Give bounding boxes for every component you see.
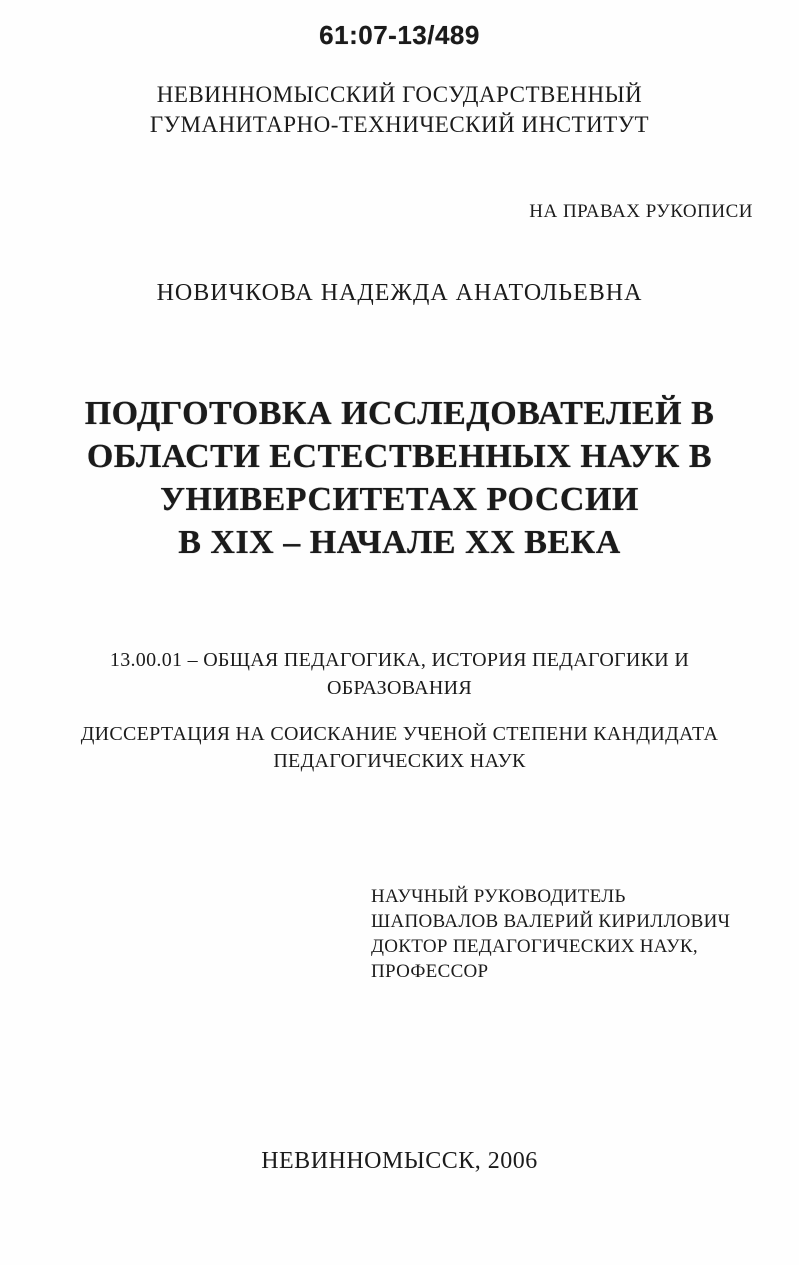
degree-line-1: ДИССЕРТАЦИЯ НА СОИСКАНИЕ УЧЕНОЙ СТЕПЕНИ КАНДИДАТА [80, 723, 719, 745]
title-line-1: ПОДГОТОВКА ИССЛЕДОВАТЕЛЕЙ В [84, 395, 715, 432]
specialty-line-1: 13.00.01 – ОБЩАЯ ПЕДАГОГИКА, ИСТОРИЯ ПЕДАГОГИКИ И [109, 649, 690, 671]
degree-statement [0, 721, 799, 775]
dissertation-title [0, 392, 799, 564]
supervisor-degree: ДОКТОР ПЕДАГОГИЧЕСКИХ НАУК, [371, 936, 698, 957]
institution-name [0, 80, 799, 140]
institution-line-2: ГУМАНИТАРНО-ТЕХНИЧЕСКИЙ ИНСТИТУТ [149, 112, 650, 137]
supervisor-name: ШАПОВАЛОВ ВАЛЕРИЙ КИРИЛЛОВИЧ [371, 911, 731, 932]
catalog-number: 61:07-13/489 [319, 20, 480, 50]
degree-line-2: ПЕДАГОГИЧЕСКИХ НАУК [273, 750, 526, 772]
author-name: НОВИЧКОВА НАДЕЖДА АНАТОЛЬЕВНА [156, 280, 643, 306]
city-year-imprint: НЕВИННОМЫССК, 2006 [261, 1148, 538, 1174]
title-line-2: ОБЛАСТИ ЕСТЕСТВЕННЫХ НАУК В [86, 438, 713, 475]
manuscript-rights-note: НА ПРАВАХ РУКОПИСИ [529, 201, 753, 222]
supervisor-block [371, 884, 771, 984]
supervisor-rank: ПРОФЕССОР [371, 961, 489, 982]
title-line-3: УНИВЕРСИТЕТАХ РОССИИ [160, 481, 639, 518]
title-line-4: В XIX – НАЧАЛЕ XX ВЕКА [178, 524, 621, 561]
specialty-line-2: ОБРАЗОВАНИЯ [327, 677, 472, 699]
institution-line-1: НЕВИННОМЫССКИЙ ГОСУДАРСТВЕННЫЙ [156, 82, 643, 107]
specialty-code [0, 646, 799, 702]
supervisor-heading: НАУЧНЫЙ РУКОВОДИТЕЛЬ [371, 886, 626, 907]
